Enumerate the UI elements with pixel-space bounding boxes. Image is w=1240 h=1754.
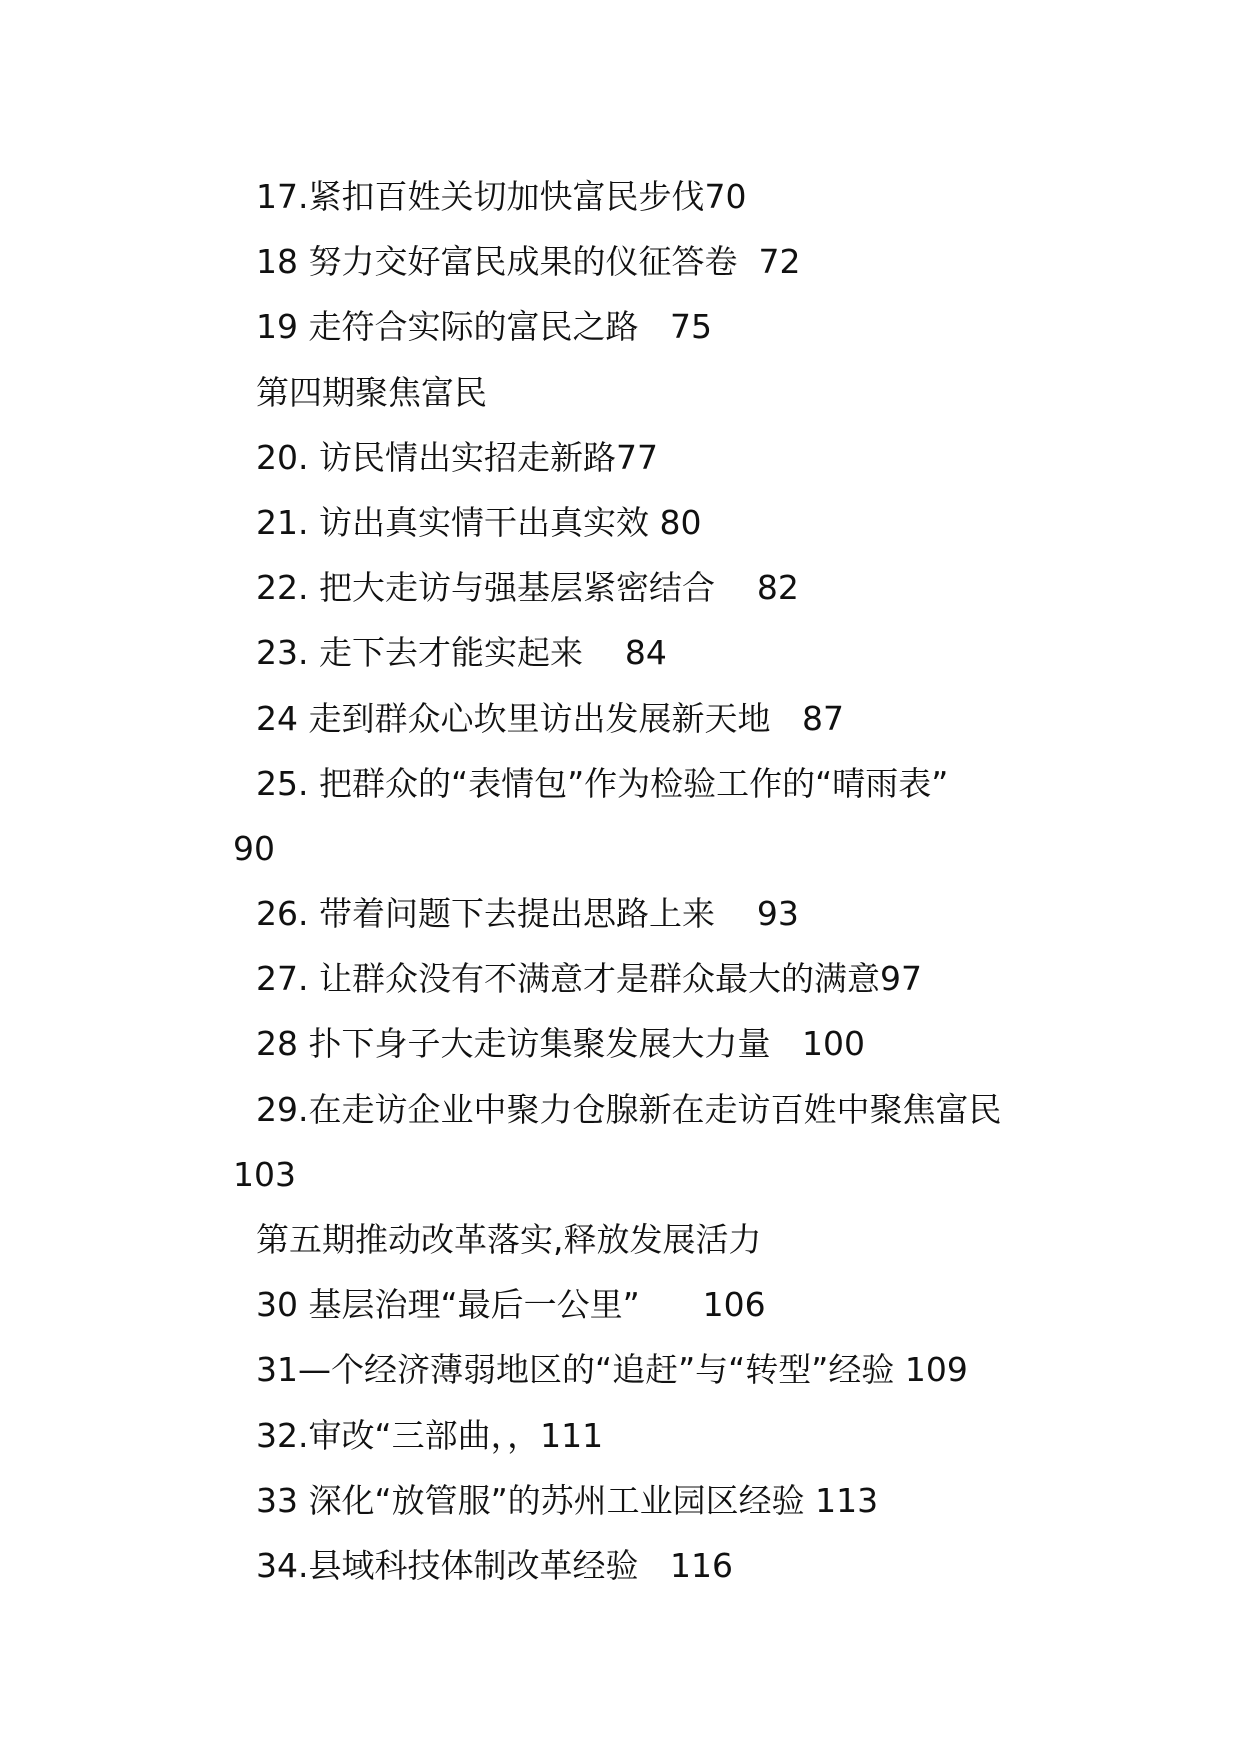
toc-entry-31: 31—个经济薄弱地区的“追赶”与“转型”经验 109 [256,1350,968,1390]
toc-entry-22: 22. 把大走访与强基层紧密结合 82 [256,568,799,608]
toc-entry-21: 21. 访出真实情干出真实效 80 [256,502,702,542]
toc-entry-33: 33 深化“放管服”的苏州工业园区经验 113 [256,1480,879,1520]
toc-entry-29-page-number: 103 [233,1154,296,1194]
toc-entry-23: 23. 走下去才能实起来 84 [256,633,667,673]
toc-entry-20: 20. 访民情出实招走新路77 [256,437,658,477]
section-heading-issue-5: 第五期推动改革落实,释放发展活力 [256,1220,762,1259]
toc-entry-32: 32.审改“三部曲，，111 [256,1415,604,1455]
toc-entry-26: 26. 带着问题下去提出思路上来 93 [256,894,799,934]
toc-entry-34: 34.县域科技体制改革经验 116 [256,1545,733,1585]
toc-entry-19: 19 走符合实际的富民之路 75 [256,307,712,347]
toc-entry-18: 18 努力交好富民成果的仪征答卷 72 [256,242,801,282]
toc-entry-25: 25. 把群众的“表情包”作为检验工作的“晴雨表” [256,763,949,803]
toc-entry-24: 24 走到群众心坎里访出发展新天地 87 [256,698,844,738]
toc-entry-27: 27. 让群众没有不满意才是群众最大的满意97 [256,959,922,999]
section-heading-issue-4: 第四期聚焦富民 [256,372,487,412]
toc-entry-30: 30 基层治理“最后一公里” 106 [256,1285,766,1325]
toc-entry-28: 28 扑下身子大走访集聚发展大力量 100 [256,1024,865,1064]
toc-entry-17: 17.紧扣百姓关切加快富民步伐70 [256,177,747,216]
table-of-contents [233,164,1133,1598]
toc-entry-25-page-number: 90 [233,828,275,868]
toc-entry-29: 29.在走访企业中聚力仓腺新在走访百姓中聚焦富民 [256,1089,1002,1129]
